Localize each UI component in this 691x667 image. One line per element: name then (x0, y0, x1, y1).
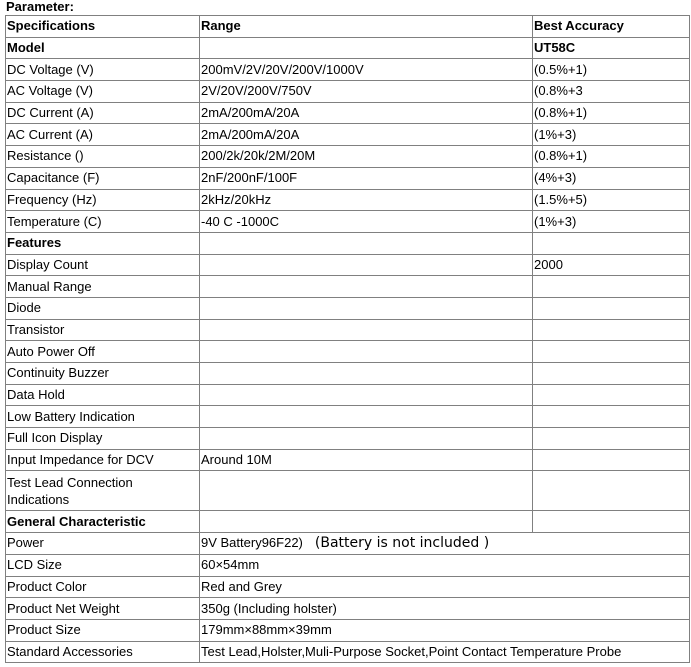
spec-accuracy: (1%+3) (533, 124, 690, 146)
header-range: Range (200, 16, 533, 38)
feature-value (533, 341, 690, 363)
spec-range: -40 C -1000C (200, 211, 533, 233)
spec-accuracy: (0.8%+1) (533, 102, 690, 124)
spec-name: DC Voltage (V) (6, 59, 200, 81)
general-label: Product Net Weight (6, 598, 200, 620)
feature-value (533, 297, 690, 319)
feature-range (200, 406, 533, 428)
feature-row (6, 319, 690, 341)
power-note: (Battery is not included ) (314, 535, 490, 552)
feature-value (533, 406, 690, 428)
feature-row (6, 384, 690, 406)
feature-name: Low Battery Indication (6, 406, 200, 428)
feature-row (6, 471, 690, 511)
power-value (200, 533, 690, 555)
spec-row (6, 211, 690, 233)
features-section-row (6, 232, 690, 254)
general-title-empty (533, 511, 690, 533)
spec-name: Temperature (C) (6, 211, 200, 233)
feature-range (200, 384, 533, 406)
general-value: Test Lead,Holster,Muli-Purpose Socket,Point Contact Temperature Probe (200, 641, 690, 663)
features-title-empty (200, 232, 533, 254)
spec-name: AC Voltage (V) (6, 81, 200, 103)
spec-range: 2V/20V/200V/750V (200, 81, 533, 103)
general-value: 179mm×88mm×39mm (200, 619, 690, 641)
feature-range (200, 428, 533, 450)
feature-value: 2000 (533, 254, 690, 276)
feature-range (200, 276, 533, 298)
spec-accuracy: (1%+3) (533, 211, 690, 233)
feature-name: Full Icon Display (6, 428, 200, 450)
general-label: Product Color (6, 576, 200, 598)
header-specifications: Specifications (6, 16, 200, 38)
spec-range: 2mA/200mA/20A (200, 124, 533, 146)
feature-row (6, 297, 690, 319)
feature-name: Data Hold (6, 384, 200, 406)
feature-range (200, 363, 533, 385)
spec-accuracy: (0.8%+1) (533, 146, 690, 168)
model-empty (200, 37, 533, 59)
general-row (6, 598, 690, 620)
model-value: UT58C (533, 37, 690, 59)
feature-value (533, 363, 690, 385)
features-title-empty (533, 232, 690, 254)
spec-row (6, 81, 690, 103)
spec-accuracy: (0.5%+1) (533, 59, 690, 81)
spec-range: 200/2k/20k/2M/20M (200, 146, 533, 168)
feature-value (533, 471, 690, 511)
spec-row (6, 59, 690, 81)
spec-range: 2kHz/20kHz (200, 189, 533, 211)
spec-row (6, 146, 690, 168)
spec-name: AC Current (A) (6, 124, 200, 146)
general-label: LCD Size (6, 554, 200, 576)
general-row (6, 554, 690, 576)
features-title: Features (6, 232, 200, 254)
feature-row (6, 363, 690, 385)
spec-row (6, 167, 690, 189)
feature-row (6, 254, 690, 276)
spec-name: Resistance () (6, 146, 200, 168)
general-value: 60×54mm (200, 554, 690, 576)
feature-value (533, 384, 690, 406)
feature-name: Manual Range (6, 276, 200, 298)
power-row (6, 533, 690, 555)
feature-row (6, 449, 690, 471)
spec-accuracy: (0.8%+3 (533, 81, 690, 103)
spec-row (6, 102, 690, 124)
general-label: Product Size (6, 619, 200, 641)
header-best-accuracy: Best Accuracy (533, 16, 690, 38)
parameter-heading: Parameter: (6, 0, 74, 14)
power-label: Power (6, 533, 200, 555)
feature-name: Input Impedance for DCV (6, 449, 200, 471)
general-title-empty (200, 511, 533, 533)
spec-range: 2nF/200nF/100F (200, 167, 533, 189)
feature-range: Around 10M (200, 449, 533, 471)
feature-value (533, 449, 690, 471)
spec-row (6, 124, 690, 146)
spec-accuracy: (4%+3) (533, 167, 690, 189)
model-row (6, 37, 690, 59)
general-row (6, 619, 690, 641)
feature-row (6, 428, 690, 450)
general-value: Red and Grey (200, 576, 690, 598)
spec-name: Capacitance (F) (6, 167, 200, 189)
feature-name: Diode (6, 297, 200, 319)
feature-range (200, 341, 533, 363)
feature-value (533, 428, 690, 450)
spec-name: DC Current (A) (6, 102, 200, 124)
spec-row (6, 189, 690, 211)
model-label: Model (6, 37, 200, 59)
spec-accuracy: (1.5%+5) (533, 189, 690, 211)
feature-name: Test Lead Connection Indications (6, 471, 200, 511)
feature-range (200, 254, 533, 276)
feature-range (200, 297, 533, 319)
general-value: 350g (Including holster) (200, 598, 690, 620)
spec-range: 200mV/2V/20V/200V/1000V (200, 59, 533, 81)
power-value-text: 9V Battery96F22) (201, 535, 303, 551)
feature-row (6, 341, 690, 363)
general-label: Standard Accessories (6, 641, 200, 663)
feature-range (200, 319, 533, 341)
feature-value (533, 319, 690, 341)
feature-range (200, 471, 533, 511)
feature-row (6, 276, 690, 298)
general-title: General Characteristic (6, 511, 200, 533)
feature-value (533, 276, 690, 298)
table-header-row (6, 16, 690, 38)
feature-row (6, 406, 690, 428)
general-row (6, 576, 690, 598)
feature-name: Display Count (6, 254, 200, 276)
feature-name: Auto Power Off (6, 341, 200, 363)
spec-name: Frequency (Hz) (6, 189, 200, 211)
general-section-row (6, 511, 690, 533)
spec-range: 2mA/200mA/20A (200, 102, 533, 124)
general-row (6, 641, 690, 663)
spec-table (5, 15, 690, 663)
feature-name: Continuity Buzzer (6, 363, 200, 385)
feature-name: Transistor (6, 319, 200, 341)
